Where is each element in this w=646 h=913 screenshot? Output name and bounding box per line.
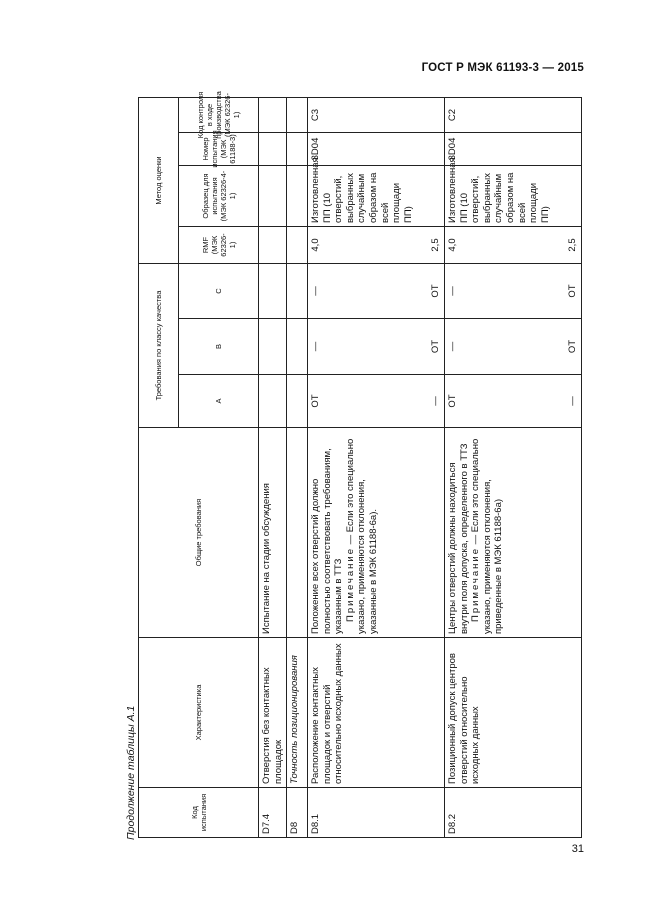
row-d7-4-characteristic: Отверстия без контактных площадок <box>258 638 286 788</box>
header-class-b: B <box>178 319 258 375</box>
row-d7-4-cell <box>258 98 286 133</box>
row-d8-cell <box>286 428 307 638</box>
header-rmf: RMF (МЭК 62326-1) <box>178 227 258 264</box>
row-d8-characteristic: Точность позиционирования <box>286 638 307 788</box>
class-value-low: ОТ <box>430 284 442 298</box>
row-d8-cell <box>286 227 307 264</box>
row-d8-cell <box>286 264 307 319</box>
row-d8-2-class-c <box>444 264 581 319</box>
row-d8-cell <box>286 98 307 133</box>
requirement-text: Положение всех отверстий должно полностью соответствовать требованиям, указанным в ТТЗ <box>310 448 345 634</box>
header-sample: Образец для испытания (МЭК 62326-4-1) <box>178 166 258 227</box>
header-characteristic: Характеристика <box>138 638 258 788</box>
row-d8-2-class-a <box>444 375 581 428</box>
row-d8-1-control-code: C3 <box>307 98 444 133</box>
class-value-high: — <box>310 286 321 296</box>
rotated-table <box>138 91 581 838</box>
class-value-low: ОТ <box>430 339 442 354</box>
row-d8-1-test-number: 3D04 <box>307 133 444 166</box>
header-general-requirements: Общие требования <box>138 428 258 638</box>
class-value-high: — <box>310 341 321 352</box>
rmf-value-low: 2,5 <box>567 238 579 252</box>
row-d8-2-characteristic: Позиционный допуск центров отверстий относительно исходных данных <box>444 638 581 788</box>
row-d8-cell <box>286 375 307 428</box>
row-d8-1-rmf <box>307 227 444 264</box>
row-d8-2-control-code: C2 <box>444 98 581 133</box>
header-quality-class: Требования по классу качества <box>138 264 178 428</box>
row-d8-1-sample: Изготовленная ПП (10 отверстий, выбранных случайным образом на всей площади ПП) <box>307 166 444 227</box>
row-d8-cell <box>286 319 307 375</box>
rmf-value-high: 4,0 <box>447 238 458 252</box>
row-d8-2-code: D8.2 <box>444 788 581 838</box>
note-label: Примечание <box>470 547 482 622</box>
row-d7-4-cell <box>258 227 286 264</box>
page-header: ГОСТ Р МЭК 61193-3 — 2015 <box>421 62 584 74</box>
header-class-a: A <box>178 375 258 428</box>
row-d8-code: D8 <box>286 788 307 838</box>
rmf-value-high: 4,0 <box>310 238 321 252</box>
row-d8-1-characteristic: Расположение контактных площадок и отверстий относительно исходных данных <box>307 638 444 788</box>
table-bottom-border <box>581 98 582 838</box>
row-d8-2-test-number: 3D04 <box>444 133 581 166</box>
row-d7-4-cell <box>258 133 286 166</box>
row-d7-4-cell <box>258 375 286 428</box>
class-value-high: — <box>447 286 458 296</box>
header-method: Метод оценки <box>138 98 178 264</box>
requirement-text: Центры отверстий должны находиться внутри поля допуска, определенного в ТТЗ <box>447 443 470 634</box>
row-d8-1-code: D8.1 <box>307 788 444 838</box>
header-test-number: Номер испытания (МЭК 61188-3) <box>178 133 258 166</box>
note-text: — Если это специально указано, применяются отклонения, указанные в МЭК 61188-6а). <box>344 438 379 634</box>
row-d8-2-rmf <box>444 227 581 264</box>
header-control-code: Код контроля в ходе производства (МЭК 62326-1) <box>178 98 258 133</box>
table-caption: Продолжение таблицы А.1 <box>125 705 137 840</box>
class-value-low: ОТ <box>567 339 579 354</box>
header-class-c: C <box>178 264 258 319</box>
class-value-low: — <box>567 396 579 406</box>
class-value-low: — <box>430 396 442 406</box>
row-d7-4-cell <box>258 319 286 375</box>
row-d8-2-requirement <box>444 428 581 638</box>
row-d7-4-requirement: Испытание на стадии обсуждения <box>258 428 286 638</box>
row-d8-cell <box>286 166 307 227</box>
row-d7-4-cell <box>258 166 286 227</box>
row-d7-4-cell <box>258 264 286 319</box>
row-d7-4-code: D7.4 <box>258 788 286 838</box>
row-d8-1-class-c <box>307 264 444 319</box>
class-value-high: — <box>447 341 458 352</box>
page-number: 31 <box>571 843 584 855</box>
class-value-high: ОТ <box>447 394 458 408</box>
header-code: Код испытания <box>138 788 258 838</box>
row-d8-2-class-b <box>444 319 581 375</box>
note-text: — Если это специально указано, применяются отклонения, приведенные в МЭК 61188-6а) <box>470 438 505 634</box>
row-d8-2-sample: Изготовленная ПП (10 отверстий, выбранных случайным образом на всей площади ПП) <box>444 166 581 227</box>
class-value-low: ОТ <box>567 284 579 298</box>
row-d8-1-class-a <box>307 375 444 428</box>
row-d8-cell <box>286 133 307 166</box>
row-d8-1-requirement <box>307 428 444 638</box>
row-d8-1-class-b <box>307 319 444 375</box>
table-right-border <box>138 97 582 98</box>
rmf-value-low: 2,5 <box>430 238 442 252</box>
class-value-high: ОТ <box>310 394 321 408</box>
note-label: Примечание <box>344 547 356 622</box>
